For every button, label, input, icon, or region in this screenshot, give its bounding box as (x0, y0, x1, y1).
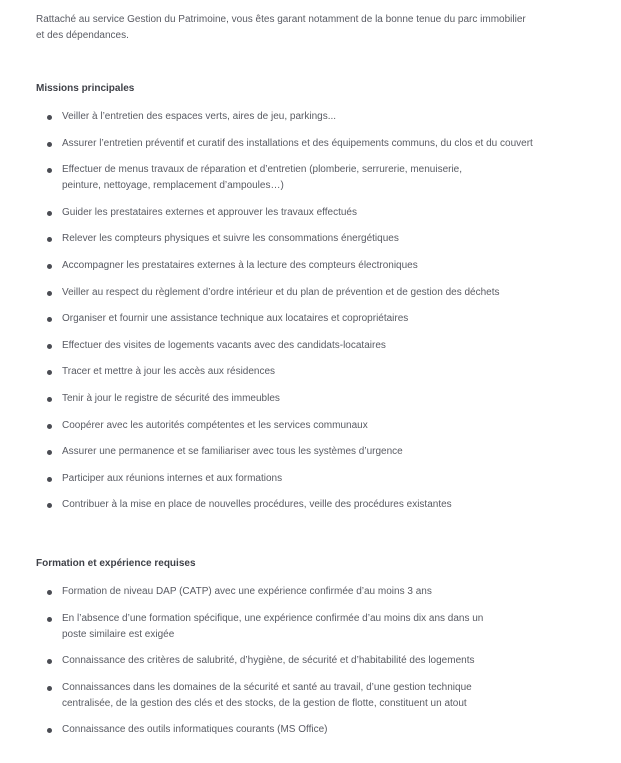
list-item-text: Connaissance des outils informatiques courants (MS Office) (62, 724, 328, 735)
list-item (0, 109, 542, 125)
list-item (0, 584, 542, 600)
bullet-icon (47, 211, 52, 216)
bullet-icon (47, 424, 52, 429)
list-item-text: Organiser et fournir une assistance technique aux locataires et copropriétaires (62, 313, 409, 325)
list-item (0, 338, 542, 354)
bullet-icon (47, 115, 52, 120)
bullet-icon (47, 370, 52, 375)
intro-paragraph (36, 12, 536, 44)
list-item-text: Coopérer avec les autorités compétentes et les services communaux (62, 419, 368, 431)
bullet-icon (47, 397, 52, 402)
bullet-icon (47, 142, 52, 147)
list-item (0, 258, 542, 274)
list-item-text: Tracer et mettre à jour les accès aux résidences (62, 366, 276, 378)
list-item (0, 391, 542, 407)
list-item-text: Connaissances dans les domaines de la sécurité et santé au travail, d’une gestion technique centralisée, de la gestion des clés et des stocks, de la gestion de flotte, constituent un atout (62, 681, 472, 709)
list-item-text: Assurer l’entretien préventif et curatif des installations et des équipements communs, du clos et du couvert (62, 137, 533, 149)
bullet-icon (47, 728, 52, 733)
list-item (0, 497, 542, 513)
bullet-icon (47, 617, 52, 622)
list-item-text: Accompagner les prestataires externes à la lecture des compteurs électroniques (62, 259, 418, 271)
bullet-icon (47, 237, 52, 242)
bullet-icon (47, 590, 52, 595)
list-item-text: Tenir à jour le registre de sécurité des immeubles (62, 392, 280, 404)
list-item (0, 136, 532, 152)
list-item-text: Contribuer à la mise en place de nouvelles procédures, veille des procédures existantes (62, 499, 452, 511)
bullet-icon (47, 659, 52, 664)
bullet-icon (47, 264, 52, 269)
list-item (0, 285, 542, 301)
list-item (0, 722, 542, 738)
list-item-text: Assurer une permanence et se familiariser avec tous les systèmes d’urgence (62, 446, 403, 458)
list-item (0, 231, 542, 247)
formation-heading: Formation et expérience requises (36, 558, 196, 569)
list-item (0, 418, 542, 434)
list-item (0, 311, 542, 327)
list-item-text: Participer aux réunions internes et aux formations (62, 472, 283, 484)
bullet-icon (47, 686, 52, 691)
list-item (0, 653, 542, 669)
list-item (0, 205, 542, 221)
formation-list (0, 584, 542, 749)
list-item-text: Relever les compteurs physiques et suivre les consommations énergétiques (62, 233, 399, 245)
missions-list (0, 109, 542, 524)
intro-line-2: et des dépendances. (36, 30, 129, 41)
bullet-icon (47, 450, 52, 455)
list-item (0, 680, 522, 712)
list-item-text: Veiller au respect du règlement d’ordre intérieur et du plan de prévention et de gestion des déchets (62, 286, 500, 298)
bullet-icon (47, 168, 52, 173)
list-item-text: Guider les prestataires externes et approuver les travaux effectués (62, 206, 357, 218)
list-item-text: Formation de niveau DAP (CATP) avec une expérience confirmée d’au moins 3 ans (62, 586, 432, 597)
list-item-text: Connaissance des critères de salubrité, d’hygiène, de sécurité et d’habitabilité des logements (62, 655, 475, 666)
list-item (0, 364, 542, 380)
list-item-text: Effectuer des visites de logements vacants avec des candidats-locataires (62, 339, 386, 351)
bullet-icon (47, 503, 52, 508)
list-item-text: Effectuer de menus travaux de réparation et d’entretien (plomberie, serrurerie, menuiserie, peinture, nettoyage, remplacement d’ampoules…) (62, 164, 463, 192)
list-item-text: En l’absence d’une formation spécifique, une expérience confirmée d’au moins dix ans dans un poste similaire est exigée (62, 612, 484, 640)
list-item (0, 471, 542, 487)
bullet-icon (47, 344, 52, 349)
bullet-icon (47, 317, 52, 322)
list-item (0, 444, 542, 460)
bullet-icon (47, 291, 52, 296)
bullet-icon (47, 477, 52, 482)
list-item (0, 611, 507, 643)
list-item (0, 162, 502, 194)
list-item-text: Veiller à l’entretien des espaces verts, aires de jeu, parkings... (62, 111, 337, 122)
missions-heading: Missions principales (36, 83, 135, 94)
intro-line-1: Rattaché au service Gestion du Patrimoine, vous êtes garant notamment de la bonne tenue du parc immobilier (36, 14, 526, 25)
